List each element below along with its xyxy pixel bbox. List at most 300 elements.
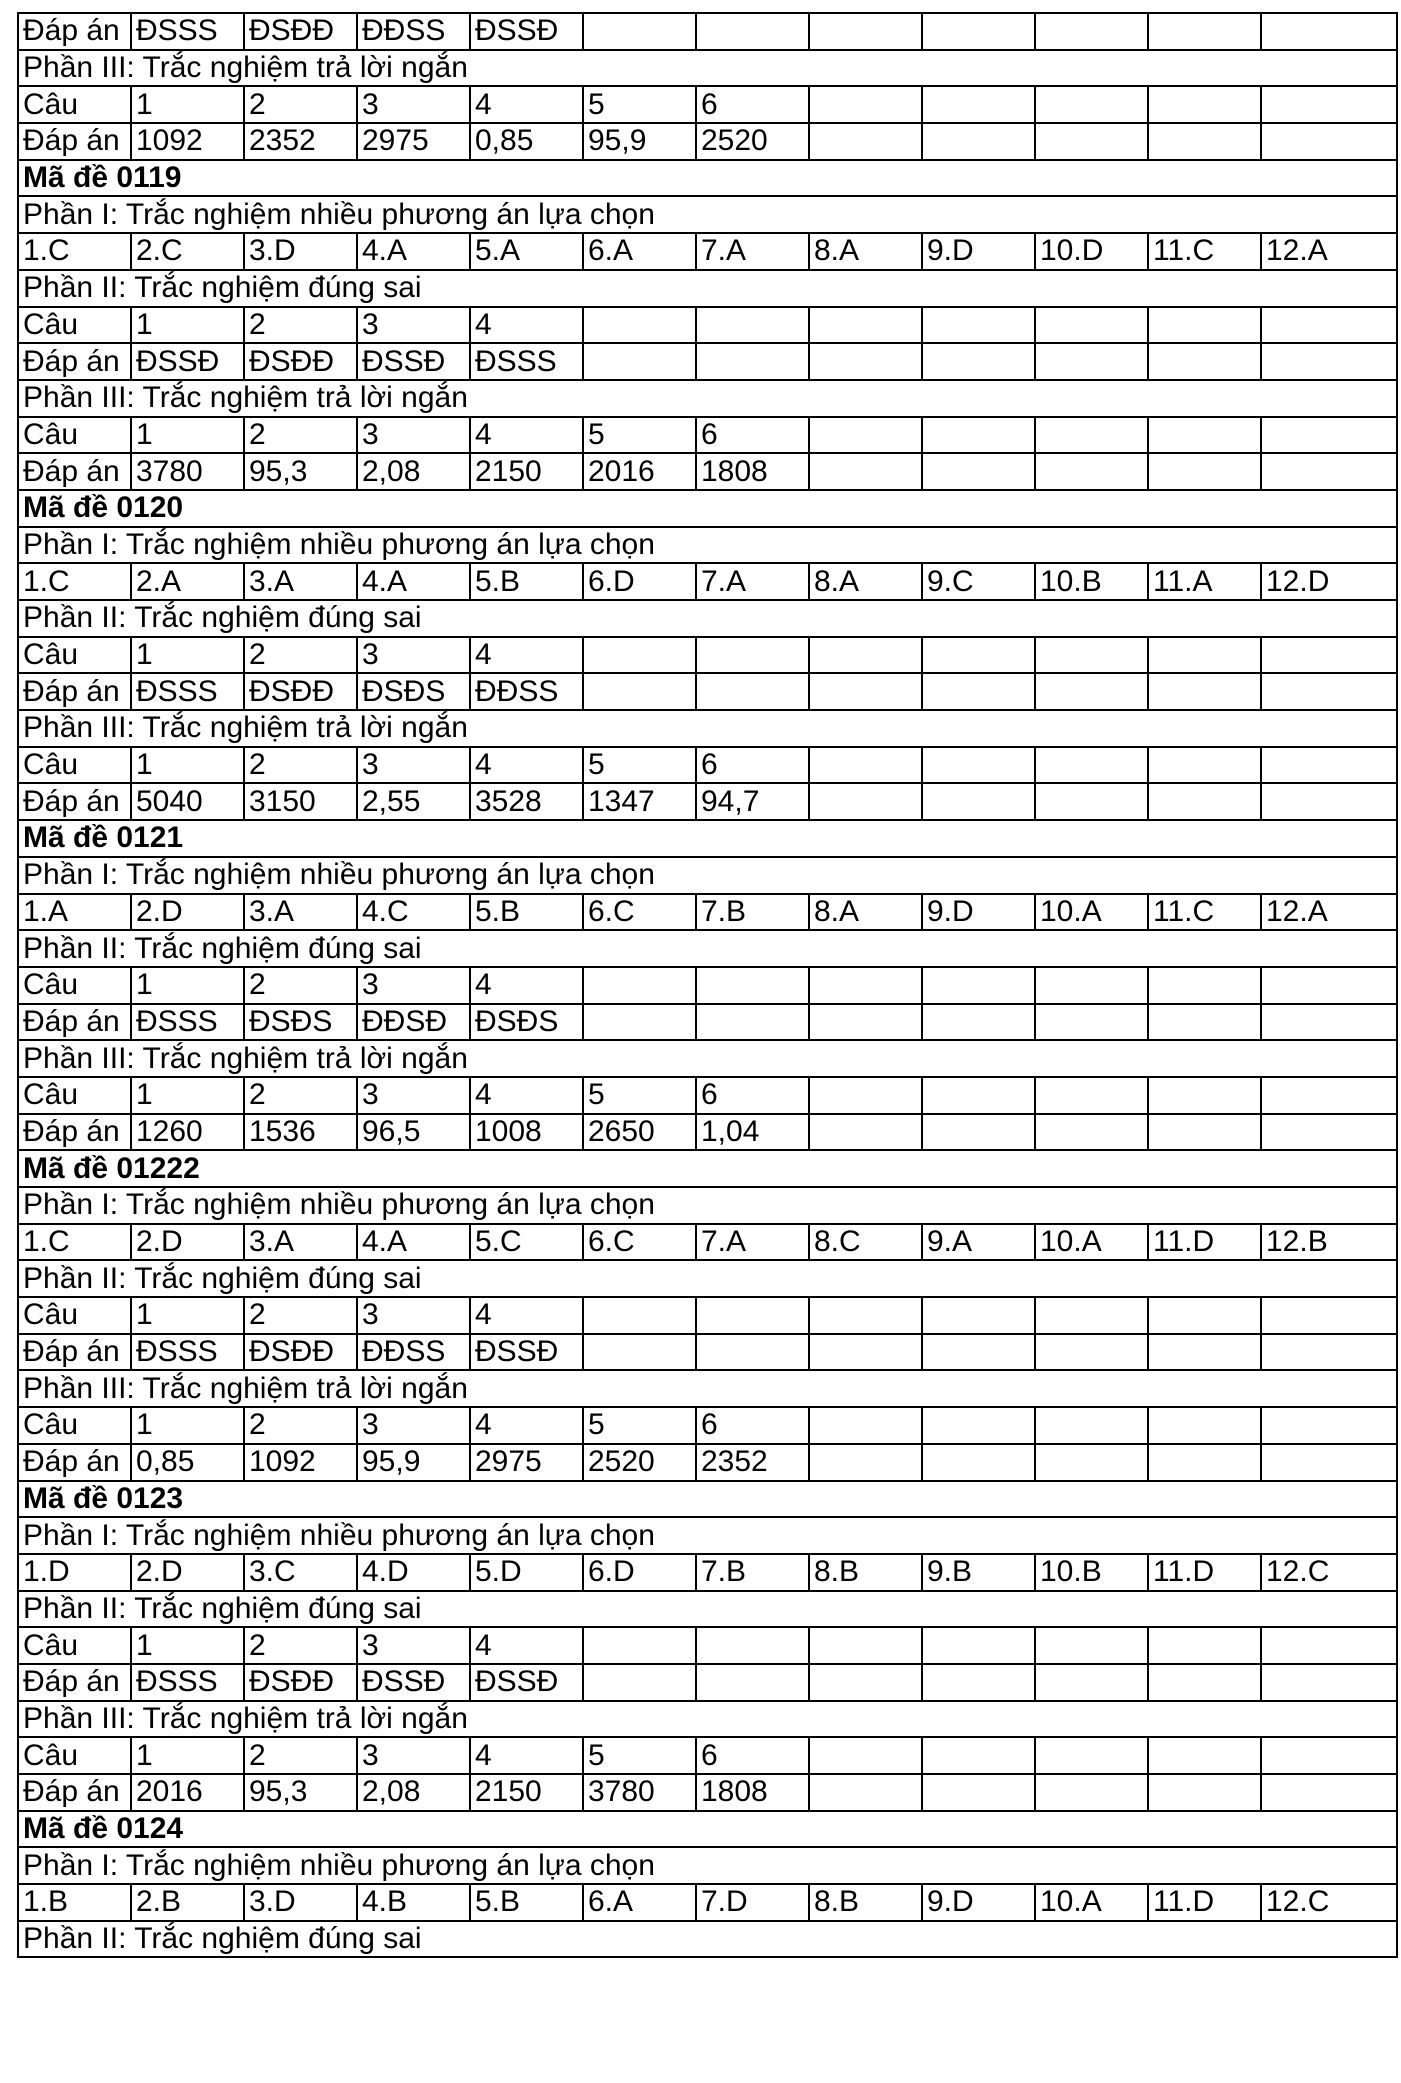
multiple-choice-answers-row-cell: 8.A xyxy=(809,563,922,600)
short-answer-answers-row-cell: 2975 xyxy=(470,1444,583,1481)
multiple-choice-answers-row-cell: 4.A xyxy=(357,1224,470,1261)
multiple-choice-answers-row-cell: 1.C xyxy=(18,563,131,600)
empty-cell xyxy=(1035,1407,1148,1444)
empty-cell xyxy=(809,637,922,674)
short-answer-questions-row-cell: 3 xyxy=(357,1077,470,1114)
multiple-choice-answers-row-cell: 1.B xyxy=(18,1884,131,1921)
true-false-answers-row-cell: ĐSĐS xyxy=(470,1004,583,1041)
multiple-choice-answers-row-cell: 6.A xyxy=(583,1884,696,1921)
multiple-choice-answers-row-cell: 12.D xyxy=(1261,563,1397,600)
true-false-answers-row-cell: ĐSSĐ xyxy=(131,343,244,380)
empty-cell xyxy=(922,86,1035,123)
true-false-answers-row xyxy=(18,1334,1397,1371)
short-answer-answers-row-cell: 95,9 xyxy=(583,123,696,160)
empty-cell xyxy=(1261,1737,1397,1774)
true-false-section-header-text: Phần II: Trắc nghiệm đúng sai xyxy=(18,600,1397,637)
empty-cell xyxy=(922,1334,1035,1371)
true-false-questions-row xyxy=(18,1627,1397,1664)
empty-cell xyxy=(1261,967,1397,1004)
true-false-questions-row-cell: 4 xyxy=(470,1297,583,1334)
multiple-choice-answers-row-cell: 11.A xyxy=(1148,563,1261,600)
true-false-questions-row-cell: Câu xyxy=(18,1627,131,1664)
true-false-questions-row-cell: 2 xyxy=(244,967,357,1004)
multiple-choice-answers-row xyxy=(18,1554,1397,1591)
exam-code-text: Mã đề 01222 xyxy=(18,1150,1397,1187)
true-false-questions-row xyxy=(18,1297,1397,1334)
multiple-choice-answers-row-cell: 6.C xyxy=(583,1224,696,1261)
empty-cell xyxy=(583,637,696,674)
true-false-answers-row-cell: ĐSSĐ xyxy=(357,1664,470,1701)
empty-cell xyxy=(1261,637,1397,674)
empty-cell xyxy=(1148,1774,1261,1811)
empty-cell xyxy=(1148,1737,1261,1774)
multiple-choice-answers-row-cell: 2.D xyxy=(131,1224,244,1261)
short-answer-answers-row-cell: 1808 xyxy=(696,1774,809,1811)
short-answer-answers-row-cell: 2016 xyxy=(131,1774,244,1811)
empty-cell xyxy=(583,13,696,50)
empty-cell xyxy=(1261,1077,1397,1114)
empty-cell xyxy=(1261,747,1397,784)
empty-cell xyxy=(809,1737,922,1774)
multiple-choice-section-header xyxy=(18,857,1397,894)
empty-cell xyxy=(1261,1627,1397,1664)
empty-cell xyxy=(1148,1114,1261,1151)
empty-cell xyxy=(1148,1627,1261,1664)
true-false-answers-row-cell: ĐSĐS xyxy=(357,673,470,710)
empty-cell xyxy=(922,417,1035,454)
multiple-choice-answers-row-cell: 6.A xyxy=(583,233,696,270)
short-answer-questions-row-cell: Câu xyxy=(18,1407,131,1444)
short-answer-section-header xyxy=(18,1370,1397,1407)
short-answer-answers-row-cell: 95,3 xyxy=(244,1774,357,1811)
short-answer-answers-row-cell: 1092 xyxy=(131,123,244,160)
multiple-choice-answers-row-cell: 7.A xyxy=(696,563,809,600)
short-answer-questions-row-cell: Câu xyxy=(18,747,131,784)
true-false-questions-row-cell: 1 xyxy=(131,1627,244,1664)
empty-cell xyxy=(1148,307,1261,344)
true-false-questions-row-cell: 3 xyxy=(357,307,470,344)
empty-cell xyxy=(1035,673,1148,710)
empty-cell xyxy=(922,1737,1035,1774)
empty-cell xyxy=(809,1774,922,1811)
short-answer-answers-row-cell: 2,55 xyxy=(357,783,470,820)
true-false-answers-row-cell: Đáp án xyxy=(18,1004,131,1041)
empty-cell xyxy=(1035,967,1148,1004)
short-answer-questions-row-cell: 4 xyxy=(470,1407,583,1444)
empty-cell xyxy=(1148,1297,1261,1334)
short-answer-questions-row-cell: 1 xyxy=(131,86,244,123)
true-false-answers-row-cell: Đáp án xyxy=(18,1334,131,1371)
short-answer-questions-row-cell: 3 xyxy=(357,86,470,123)
multiple-choice-section-header xyxy=(18,1517,1397,1554)
empty-cell xyxy=(1261,1664,1397,1701)
short-answer-questions-row-cell: 6 xyxy=(696,1407,809,1444)
short-answer-questions-row-cell: Câu xyxy=(18,86,131,123)
empty-cell xyxy=(1035,1077,1148,1114)
true-false-questions-row-cell: 2 xyxy=(244,637,357,674)
short-answer-answers-row-cell: 3780 xyxy=(583,1774,696,1811)
empty-cell xyxy=(696,1627,809,1664)
empty-cell xyxy=(1035,1297,1148,1334)
short-answer-answers-row-cell: 95,9 xyxy=(357,1444,470,1481)
empty-cell xyxy=(922,1444,1035,1481)
multiple-choice-section-header-text: Phần I: Trắc nghiệm nhiều phương án lựa chọn xyxy=(18,1517,1397,1554)
true-false-answers-row-cell: ĐSSS xyxy=(470,343,583,380)
empty-cell xyxy=(809,1114,922,1151)
exam-code xyxy=(18,160,1397,197)
multiple-choice-answers-row-cell: 4.A xyxy=(357,233,470,270)
short-answer-section-header-text: Phần III: Trắc nghiệm trả lời ngắn xyxy=(18,710,1397,747)
multiple-choice-answers-row-cell: 12.A xyxy=(1261,894,1397,931)
empty-cell xyxy=(809,343,922,380)
true-false-questions-row-cell: 1 xyxy=(131,307,244,344)
short-answer-answers-row-cell: 2150 xyxy=(470,1774,583,1811)
empty-cell xyxy=(809,86,922,123)
empty-cell xyxy=(1261,1774,1397,1811)
empty-cell xyxy=(1035,1334,1148,1371)
multiple-choice-answers-row-cell: 5.B xyxy=(470,894,583,931)
empty-cell xyxy=(809,1407,922,1444)
multiple-choice-answers-row-cell: 7.A xyxy=(696,1224,809,1261)
short-answer-answers-row-cell: 1008 xyxy=(470,1114,583,1151)
empty-cell xyxy=(696,637,809,674)
short-answer-questions-row-cell: 1 xyxy=(131,1077,244,1114)
short-answer-answers-row xyxy=(18,1774,1397,1811)
empty-cell xyxy=(1035,1774,1148,1811)
short-answer-questions-row-cell: 1 xyxy=(131,1407,244,1444)
empty-cell xyxy=(1035,123,1148,160)
short-answer-questions-row-cell: 2 xyxy=(244,1737,357,1774)
multiple-choice-section-header-text: Phần I: Trắc nghiệm nhiều phương án lựa chọn xyxy=(18,1187,1397,1224)
true-false-questions-row-cell: 4 xyxy=(470,1627,583,1664)
true-false-answers-row-cell: Đáp án xyxy=(18,343,131,380)
empty-cell xyxy=(583,1004,696,1041)
multiple-choice-answers-row-cell: 8.B xyxy=(809,1554,922,1591)
empty-cell xyxy=(1148,673,1261,710)
multiple-choice-answers-row xyxy=(18,894,1397,931)
empty-cell xyxy=(583,307,696,344)
empty-cell xyxy=(1261,417,1397,454)
true-false-questions-row-cell: 2 xyxy=(244,307,357,344)
empty-cell xyxy=(809,307,922,344)
empty-cell xyxy=(696,1664,809,1701)
true-false-answers-row-cell: Đáp án xyxy=(18,13,131,50)
short-answer-answers-row-cell: 2650 xyxy=(583,1114,696,1151)
true-false-questions-row-cell: 4 xyxy=(470,967,583,1004)
multiple-choice-answers-row-cell: 7.B xyxy=(696,894,809,931)
short-answer-answers-row-cell: 94,7 xyxy=(696,783,809,820)
multiple-choice-section-header xyxy=(18,1847,1397,1884)
empty-cell xyxy=(583,1664,696,1701)
true-false-answers-row-cell: ĐSSĐ xyxy=(357,343,470,380)
true-false-questions-row-cell: Câu xyxy=(18,1297,131,1334)
true-false-answers-row-cell: ĐSSS xyxy=(131,673,244,710)
true-false-answers-row-cell: ĐĐSS xyxy=(470,673,583,710)
multiple-choice-answers-row-cell: 8.C xyxy=(809,1224,922,1261)
empty-cell xyxy=(922,1077,1035,1114)
short-answer-questions-row-cell: 5 xyxy=(583,747,696,784)
short-answer-questions-row-cell: 6 xyxy=(696,1737,809,1774)
short-answer-answers-row xyxy=(18,453,1397,490)
empty-cell xyxy=(696,967,809,1004)
short-answer-answers-row xyxy=(18,783,1397,820)
multiple-choice-answers-row-cell: 12.C xyxy=(1261,1554,1397,1591)
multiple-choice-answers-row-cell: 1.A xyxy=(18,894,131,931)
short-answer-answers-row-cell: 2016 xyxy=(583,453,696,490)
empty-cell xyxy=(809,1627,922,1664)
multiple-choice-answers-row-cell: 8.A xyxy=(809,894,922,931)
short-answer-questions-row-cell: 4 xyxy=(470,747,583,784)
empty-cell xyxy=(1148,1077,1261,1114)
short-answer-questions-row-cell: 2 xyxy=(244,417,357,454)
short-answer-answers-row-cell: 5040 xyxy=(131,783,244,820)
short-answer-answers-row-cell: 2520 xyxy=(583,1444,696,1481)
multiple-choice-section-header-text: Phần I: Trắc nghiệm nhiều phương án lựa chọn xyxy=(18,857,1397,894)
short-answer-questions-row-cell: 5 xyxy=(583,1737,696,1774)
short-answer-questions-row xyxy=(18,1407,1397,1444)
empty-cell xyxy=(583,1297,696,1334)
true-false-questions-row xyxy=(18,967,1397,1004)
empty-cell xyxy=(922,1407,1035,1444)
short-answer-questions-row-cell: 5 xyxy=(583,1407,696,1444)
empty-cell xyxy=(583,1334,696,1371)
empty-cell xyxy=(809,417,922,454)
empty-cell xyxy=(1035,13,1148,50)
true-false-section-header-text: Phần II: Trắc nghiệm đúng sai xyxy=(18,1260,1397,1297)
empty-cell xyxy=(1035,637,1148,674)
empty-cell xyxy=(1261,1114,1397,1151)
short-answer-answers-row-cell: Đáp án xyxy=(18,783,131,820)
empty-cell xyxy=(1148,123,1261,160)
short-answer-questions-row-cell: 5 xyxy=(583,417,696,454)
empty-cell xyxy=(696,1004,809,1041)
multiple-choice-answers-row-cell: 9.D xyxy=(922,1884,1035,1921)
empty-cell xyxy=(809,13,922,50)
short-answer-questions-row-cell: Câu xyxy=(18,1737,131,1774)
multiple-choice-answers-row-cell: 8.A xyxy=(809,233,922,270)
empty-cell xyxy=(922,673,1035,710)
short-answer-answers-row-cell: Đáp án xyxy=(18,1444,131,1481)
multiple-choice-answers-row xyxy=(18,1224,1397,1261)
empty-cell xyxy=(1261,1004,1397,1041)
exam-code xyxy=(18,820,1397,857)
exam-code-text: Mã đề 0121 xyxy=(18,820,1397,857)
true-false-answers-row-cell: Đáp án xyxy=(18,673,131,710)
empty-cell xyxy=(1261,673,1397,710)
true-false-section-header-text: Phần II: Trắc nghiệm đúng sai xyxy=(18,1921,1397,1958)
short-answer-answers-row-cell: 3150 xyxy=(244,783,357,820)
empty-cell xyxy=(1035,453,1148,490)
empty-cell xyxy=(1035,1114,1148,1151)
empty-cell xyxy=(809,783,922,820)
multiple-choice-answers-row-cell: 1.C xyxy=(18,1224,131,1261)
multiple-choice-answers-row-cell: 3.A xyxy=(244,1224,357,1261)
multiple-choice-answers-row xyxy=(18,563,1397,600)
empty-cell xyxy=(1148,637,1261,674)
empty-cell xyxy=(922,747,1035,784)
multiple-choice-answers-row-cell: 8.B xyxy=(809,1884,922,1921)
exam-code-text: Mã đề 0123 xyxy=(18,1481,1397,1518)
empty-cell xyxy=(922,123,1035,160)
short-answer-answers-row-cell: 0,85 xyxy=(131,1444,244,1481)
short-answer-questions-row-cell: 6 xyxy=(696,86,809,123)
short-answer-section-header-text: Phần III: Trắc nghiệm trả lời ngắn xyxy=(18,1701,1397,1738)
empty-cell xyxy=(1148,417,1261,454)
multiple-choice-section-header-text: Phần I: Trắc nghiệm nhiều phương án lựa chọn xyxy=(18,1847,1397,1884)
multiple-choice-answers-row-cell: 9.B xyxy=(922,1554,1035,1591)
short-answer-answers-row xyxy=(18,123,1397,160)
multiple-choice-answers-row-cell: 2.D xyxy=(131,1554,244,1591)
true-false-questions-row-cell: 2 xyxy=(244,1627,357,1664)
empty-cell xyxy=(696,307,809,344)
answer-key-table xyxy=(17,12,1398,1958)
empty-cell xyxy=(1148,343,1261,380)
empty-cell xyxy=(1035,307,1148,344)
multiple-choice-section-header xyxy=(18,527,1397,564)
short-answer-questions-row xyxy=(18,1077,1397,1114)
empty-cell xyxy=(583,1627,696,1664)
multiple-choice-answers-row-cell: 5.B xyxy=(470,563,583,600)
short-answer-questions-row-cell: 2 xyxy=(244,747,357,784)
exam-code-text: Mã đề 0119 xyxy=(18,160,1397,197)
multiple-choice-answers-row-cell: 10.A xyxy=(1035,1224,1148,1261)
empty-cell xyxy=(922,637,1035,674)
empty-cell xyxy=(1261,783,1397,820)
true-false-answers-row-cell: ĐSSS xyxy=(131,1004,244,1041)
multiple-choice-answers-row-cell: 12.B xyxy=(1261,1224,1397,1261)
true-false-answers-row-cell: ĐSSS xyxy=(131,13,244,50)
multiple-choice-answers-row-cell: 10.B xyxy=(1035,1554,1148,1591)
empty-cell xyxy=(809,1297,922,1334)
empty-cell xyxy=(1261,453,1397,490)
true-false-section-header xyxy=(18,1591,1397,1628)
short-answer-answers-row-cell: Đáp án xyxy=(18,1774,131,1811)
multiple-choice-answers-row-cell: 9.A xyxy=(922,1224,1035,1261)
empty-cell xyxy=(1148,967,1261,1004)
empty-cell xyxy=(1261,13,1397,50)
multiple-choice-answers-row-cell: 3.A xyxy=(244,563,357,600)
short-answer-section-header-text: Phần III: Trắc nghiệm trả lời ngắn xyxy=(18,50,1397,87)
short-answer-questions-row xyxy=(18,747,1397,784)
empty-cell xyxy=(922,1114,1035,1151)
empty-cell xyxy=(922,307,1035,344)
empty-cell xyxy=(1035,783,1148,820)
empty-cell xyxy=(583,673,696,710)
short-answer-questions-row-cell: 6 xyxy=(696,747,809,784)
multiple-choice-answers-row-cell: 3.C xyxy=(244,1554,357,1591)
multiple-choice-section-header-text: Phần I: Trắc nghiệm nhiều phương án lựa chọn xyxy=(18,527,1397,564)
true-false-answers-row-cell: ĐSSĐ xyxy=(470,1664,583,1701)
empty-cell xyxy=(922,1004,1035,1041)
multiple-choice-answers-row-cell: 10.A xyxy=(1035,894,1148,931)
true-false-answers-row-cell: ĐSSS xyxy=(131,1334,244,1371)
empty-cell xyxy=(696,343,809,380)
true-false-answers-row-cell: ĐĐSS xyxy=(357,1334,470,1371)
empty-cell xyxy=(1148,1444,1261,1481)
multiple-choice-answers-row-cell: 10.D xyxy=(1035,233,1148,270)
true-false-questions-row-cell: 3 xyxy=(357,637,470,674)
short-answer-questions-row-cell: Câu xyxy=(18,1077,131,1114)
short-answer-questions-row-cell: 5 xyxy=(583,1077,696,1114)
multiple-choice-answers-row-cell: 2.B xyxy=(131,1884,244,1921)
multiple-choice-answers-row-cell: 11.D xyxy=(1148,1884,1261,1921)
empty-cell xyxy=(922,783,1035,820)
multiple-choice-answers-row-cell: 2.D xyxy=(131,894,244,931)
exam-code xyxy=(18,1150,1397,1187)
short-answer-questions-row-cell: 2 xyxy=(244,1407,357,1444)
empty-cell xyxy=(809,673,922,710)
empty-cell xyxy=(1148,1407,1261,1444)
empty-cell xyxy=(922,1664,1035,1701)
true-false-questions-row-cell: 4 xyxy=(470,307,583,344)
empty-cell xyxy=(1261,1297,1397,1334)
empty-cell xyxy=(1035,1004,1148,1041)
true-false-section-header-text: Phần II: Trắc nghiệm đúng sai xyxy=(18,930,1397,967)
short-answer-questions-row-cell: 6 xyxy=(696,1077,809,1114)
multiple-choice-answers-row-cell: 7.A xyxy=(696,233,809,270)
empty-cell xyxy=(809,1664,922,1701)
short-answer-answers-row-cell: 1808 xyxy=(696,453,809,490)
short-answer-answers-row-cell: 2352 xyxy=(244,123,357,160)
empty-cell xyxy=(922,1774,1035,1811)
empty-cell xyxy=(809,1444,922,1481)
empty-cell xyxy=(809,123,922,160)
short-answer-questions-row-cell: 1 xyxy=(131,417,244,454)
true-false-questions-row xyxy=(18,307,1397,344)
exam-code xyxy=(18,1811,1397,1848)
empty-cell xyxy=(583,343,696,380)
empty-cell xyxy=(1148,453,1261,490)
short-answer-answers-row-cell: 3780 xyxy=(131,453,244,490)
true-false-section-header xyxy=(18,930,1397,967)
short-answer-section-header xyxy=(18,1040,1397,1077)
multiple-choice-section-header-text: Phần I: Trắc nghiệm nhiều phương án lựa chọn xyxy=(18,196,1397,233)
true-false-answers-row-cell: ĐSĐĐ xyxy=(244,13,357,50)
short-answer-section-header xyxy=(18,710,1397,747)
multiple-choice-answers-row xyxy=(18,1884,1397,1921)
empty-cell xyxy=(1035,1664,1148,1701)
empty-cell xyxy=(922,343,1035,380)
short-answer-section-header xyxy=(18,50,1397,87)
short-answer-questions-row-cell: Câu xyxy=(18,417,131,454)
true-false-answers-row-cell: ĐSSS xyxy=(131,1664,244,1701)
empty-cell xyxy=(1261,123,1397,160)
true-false-answers-row-cell: ĐSSĐ xyxy=(470,13,583,50)
multiple-choice-answers-row-cell: 11.C xyxy=(1148,233,1261,270)
empty-cell xyxy=(1148,747,1261,784)
empty-cell xyxy=(922,13,1035,50)
short-answer-questions-row xyxy=(18,86,1397,123)
empty-cell xyxy=(696,1297,809,1334)
multiple-choice-section-header xyxy=(18,196,1397,233)
multiple-choice-section-header xyxy=(18,1187,1397,1224)
multiple-choice-answers-row-cell: 7.B xyxy=(696,1554,809,1591)
short-answer-questions-row-cell: 6 xyxy=(696,417,809,454)
true-false-questions-row-cell: 3 xyxy=(357,967,470,1004)
true-false-answers-row-cell: ĐSĐS xyxy=(244,1004,357,1041)
multiple-choice-answers-row-cell: 5.C xyxy=(470,1224,583,1261)
true-false-questions-row-cell: Câu xyxy=(18,967,131,1004)
exam-code-text: Mã đề 0124 xyxy=(18,1811,1397,1848)
short-answer-answers-row xyxy=(18,1444,1397,1481)
short-answer-answers-row xyxy=(18,1114,1397,1151)
multiple-choice-answers-row-cell: 4.C xyxy=(357,894,470,931)
true-false-section-header xyxy=(18,1260,1397,1297)
true-false-questions-row-cell: 2 xyxy=(244,1297,357,1334)
true-false-answers-row-cell: ĐSĐĐ xyxy=(244,673,357,710)
short-answer-questions-row-cell: 4 xyxy=(470,1077,583,1114)
empty-cell xyxy=(1148,783,1261,820)
